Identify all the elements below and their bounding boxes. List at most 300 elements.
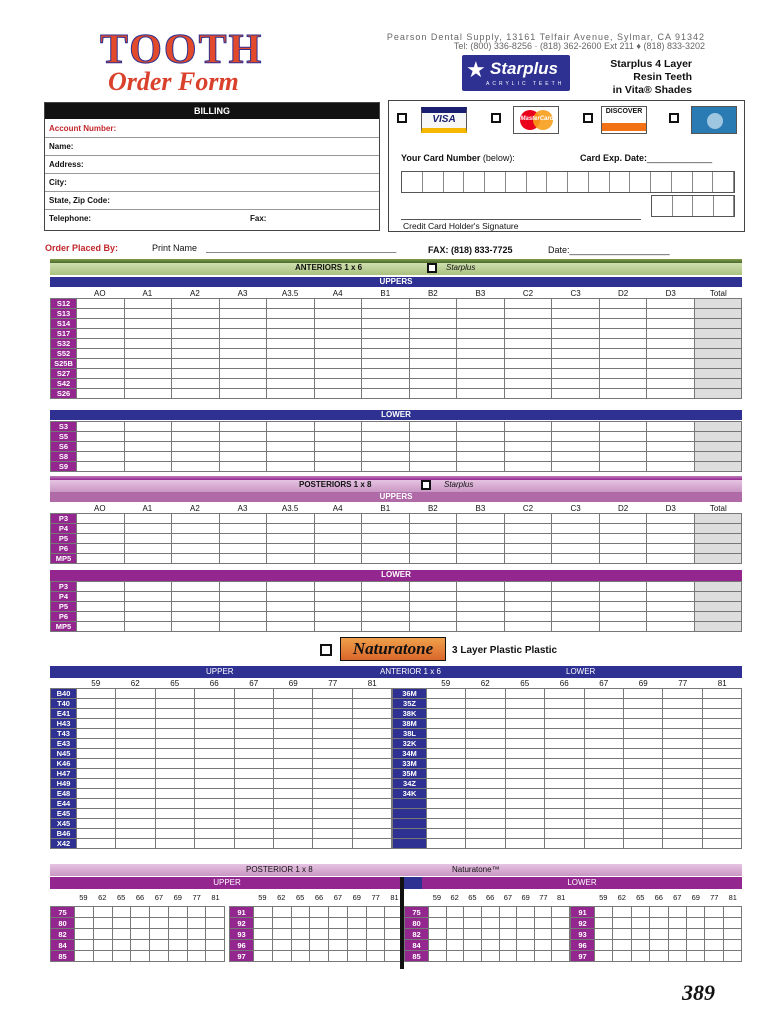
quantity-cell[interactable] <box>504 442 552 452</box>
quantity-cell[interactable] <box>505 709 544 719</box>
quantity-cell[interactable] <box>613 918 631 929</box>
quantity-cell[interactable] <box>352 749 391 759</box>
quantity-cell[interactable] <box>314 534 362 544</box>
quantity-cell[interactable] <box>466 829 505 839</box>
quantity-cell[interactable] <box>77 739 116 749</box>
quantity-cell[interactable] <box>504 369 552 379</box>
quantity-cell[interactable] <box>427 769 466 779</box>
quantity-cell[interactable] <box>427 779 466 789</box>
quantity-cell[interactable] <box>631 907 649 918</box>
quantity-cell[interactable] <box>457 309 505 319</box>
quantity-cell[interactable] <box>694 612 742 622</box>
quantity-cell[interactable] <box>552 299 600 309</box>
digit-box[interactable] <box>651 172 672 192</box>
card-number-boxes[interactable] <box>401 171 735 193</box>
quantity-cell[interactable] <box>168 951 187 962</box>
quantity-cell[interactable] <box>647 462 695 472</box>
quantity-cell[interactable] <box>75 929 94 940</box>
quantity-cell[interactable] <box>352 789 391 799</box>
quantity-cell[interactable] <box>499 918 517 929</box>
quantity-cell[interactable] <box>584 789 623 799</box>
quantity-cell[interactable] <box>187 918 206 929</box>
quantity-cell[interactable] <box>267 462 315 472</box>
quantity-cell[interactable] <box>310 918 329 929</box>
quantity-cell[interactable] <box>219 339 267 349</box>
quantity-cell[interactable] <box>116 789 155 799</box>
quantity-cell[interactable] <box>314 524 362 534</box>
quantity-cell[interactable] <box>219 592 267 602</box>
quantity-cell[interactable] <box>362 422 410 432</box>
quantity-cell[interactable] <box>545 779 584 789</box>
quantity-cell[interactable] <box>206 951 225 962</box>
quantity-cell[interactable] <box>267 329 315 339</box>
quantity-cell[interactable] <box>219 422 267 432</box>
account-number-label[interactable]: Account Number: <box>45 119 379 138</box>
quantity-cell[interactable] <box>314 379 362 389</box>
quantity-cell[interactable] <box>254 918 273 929</box>
quantity-cell[interactable] <box>124 319 172 329</box>
quantity-cell[interactable] <box>663 769 702 779</box>
quantity-cell[interactable] <box>77 789 116 799</box>
quantity-cell[interactable] <box>584 749 623 759</box>
quantity-cell[interactable] <box>77 349 125 359</box>
quantity-cell[interactable] <box>267 319 315 329</box>
quantity-cell[interactable] <box>599 369 647 379</box>
quantity-cell[interactable] <box>195 829 234 839</box>
quantity-cell[interactable] <box>77 582 125 592</box>
anteriors-starplus-checkbox[interactable] <box>427 263 437 273</box>
quantity-cell[interactable] <box>234 829 273 839</box>
quantity-cell[interactable] <box>234 739 273 749</box>
quantity-cell[interactable] <box>505 839 544 849</box>
quantity-cell[interactable] <box>155 759 194 769</box>
quantity-cell[interactable] <box>694 514 742 524</box>
quantity-cell[interactable] <box>168 907 187 918</box>
quantity-cell[interactable] <box>219 349 267 359</box>
quantity-cell[interactable] <box>409 379 457 389</box>
quantity-cell[interactable] <box>77 359 125 369</box>
quantity-cell[interactable] <box>168 940 187 951</box>
quantity-cell[interactable] <box>613 907 631 918</box>
quantity-cell[interactable] <box>310 929 329 940</box>
quantity-cell[interactable] <box>267 422 315 432</box>
quantity-cell[interactable] <box>206 907 225 918</box>
quantity-cell[interactable] <box>505 729 544 739</box>
quantity-cell[interactable] <box>352 809 391 819</box>
quantity-cell[interactable] <box>273 839 312 849</box>
quantity-cell[interactable] <box>267 309 315 319</box>
quantity-cell[interactable] <box>409 369 457 379</box>
quantity-cell[interactable] <box>155 799 194 809</box>
quantity-cell[interactable] <box>466 759 505 769</box>
quantity-cell[interactable] <box>702 739 741 749</box>
quantity-cell[interactable] <box>584 839 623 849</box>
quantity-cell[interactable] <box>267 534 315 544</box>
quantity-cell[interactable] <box>584 779 623 789</box>
quantity-cell[interactable] <box>362 369 410 379</box>
quantity-cell[interactable] <box>464 940 482 951</box>
quantity-cell[interactable] <box>362 339 410 349</box>
quantity-cell[interactable] <box>534 951 552 962</box>
quantity-cell[interactable] <box>517 940 535 951</box>
quantity-cell[interactable] <box>155 699 194 709</box>
quantity-cell[interactable] <box>272 951 291 962</box>
quantity-cell[interactable] <box>314 612 362 622</box>
quantity-cell[interactable] <box>310 907 329 918</box>
quantity-cell[interactable] <box>362 514 410 524</box>
quantity-cell[interactable] <box>77 369 125 379</box>
anteriors-upper-grid[interactable] <box>50 298 742 399</box>
quantity-cell[interactable] <box>116 709 155 719</box>
quantity-cell[interactable] <box>273 689 312 699</box>
quantity-cell[interactable] <box>668 907 686 918</box>
quantity-cell[interactable] <box>124 554 172 564</box>
quantity-cell[interactable] <box>517 929 535 940</box>
quantity-cell[interactable] <box>362 329 410 339</box>
quantity-cell[interactable] <box>195 699 234 709</box>
quantity-cell[interactable] <box>694 339 742 349</box>
quantity-cell[interactable] <box>545 749 584 759</box>
quantity-cell[interactable] <box>273 799 312 809</box>
quantity-cell[interactable] <box>552 612 600 622</box>
quantity-cell[interactable] <box>427 789 466 799</box>
quantity-cell[interactable] <box>273 769 312 779</box>
quantity-cell[interactable] <box>694 462 742 472</box>
quantity-cell[interactable] <box>409 442 457 452</box>
quantity-cell[interactable] <box>124 369 172 379</box>
quantity-cell[interactable] <box>705 951 723 962</box>
digit-box[interactable] <box>630 172 651 192</box>
quantity-cell[interactable] <box>155 829 194 839</box>
quantity-cell[interactable] <box>77 379 125 389</box>
quantity-cell[interactable] <box>517 907 535 918</box>
quantity-cell[interactable] <box>552 918 570 929</box>
quantity-cell[interactable] <box>273 819 312 829</box>
quantity-cell[interactable] <box>613 951 631 962</box>
quantity-cell[interactable] <box>650 918 668 929</box>
quantity-cell[interactable] <box>647 442 695 452</box>
quantity-cell[interactable] <box>234 749 273 759</box>
quantity-cell[interactable] <box>481 929 499 940</box>
quantity-cell[interactable] <box>267 622 315 632</box>
quantity-cell[interactable] <box>195 749 234 759</box>
quantity-cell[interactable] <box>313 709 352 719</box>
quantity-cell[interactable] <box>131 940 150 951</box>
quantity-cell[interactable] <box>155 749 194 759</box>
quantity-cell[interactable] <box>505 829 544 839</box>
quantity-cell[interactable] <box>647 329 695 339</box>
quantity-cell[interactable] <box>362 359 410 369</box>
quantity-cell[interactable] <box>77 544 125 554</box>
quantity-cell[interactable] <box>254 907 273 918</box>
quantity-cell[interactable] <box>457 369 505 379</box>
quantity-cell[interactable] <box>313 749 352 759</box>
quantity-cell[interactable] <box>504 612 552 622</box>
quantity-cell[interactable] <box>116 819 155 829</box>
quantity-cell[interactable] <box>552 349 600 359</box>
quantity-cell[interactable] <box>457 329 505 339</box>
naturatone-checkbox[interactable] <box>320 644 332 658</box>
quantity-cell[interactable] <box>219 622 267 632</box>
posteriors-upper-grid[interactable] <box>50 513 742 564</box>
quantity-cell[interactable] <box>427 759 466 769</box>
digit-box[interactable] <box>402 172 423 192</box>
quantity-cell[interactable] <box>457 462 505 472</box>
quantity-cell[interactable] <box>481 918 499 929</box>
quantity-cell[interactable] <box>613 929 631 940</box>
fax-field[interactable]: Fax: <box>250 214 267 223</box>
quantity-cell[interactable] <box>116 739 155 749</box>
quantity-cell[interactable] <box>427 689 466 699</box>
quantity-cell[interactable] <box>314 422 362 432</box>
telephone-field[interactable]: Telephone: <box>49 214 92 223</box>
quantity-cell[interactable] <box>77 309 125 319</box>
digit-box[interactable] <box>444 172 465 192</box>
quantity-cell[interactable] <box>584 709 623 719</box>
quantity-cell[interactable] <box>314 592 362 602</box>
quantity-cell[interactable] <box>481 951 499 962</box>
quantity-cell[interactable] <box>313 719 352 729</box>
quantity-cell[interactable] <box>647 592 695 602</box>
quantity-cell[interactable] <box>314 319 362 329</box>
quantity-cell[interactable] <box>267 299 315 309</box>
quantity-cell[interactable] <box>409 462 457 472</box>
quantity-cell[interactable] <box>77 534 125 544</box>
quantity-cell[interactable] <box>545 829 584 839</box>
quantity-cell[interactable] <box>172 524 220 534</box>
quantity-cell[interactable] <box>599 379 647 389</box>
quantity-cell[interactable] <box>329 940 348 951</box>
quantity-cell[interactable] <box>234 809 273 819</box>
quantity-cell[interactable] <box>314 359 362 369</box>
quantity-cell[interactable] <box>314 349 362 359</box>
quantity-cell[interactable] <box>150 940 169 951</box>
digit-box[interactable] <box>547 172 568 192</box>
quantity-cell[interactable] <box>723 918 741 929</box>
quantity-cell[interactable] <box>116 769 155 779</box>
quantity-cell[interactable] <box>466 699 505 709</box>
quantity-cell[interactable] <box>545 789 584 799</box>
quantity-cell[interactable] <box>584 739 623 749</box>
quantity-cell[interactable] <box>595 918 613 929</box>
quantity-cell[interactable] <box>504 592 552 602</box>
quantity-cell[interactable] <box>694 389 742 399</box>
quantity-cell[interactable] <box>466 839 505 849</box>
quantity-cell[interactable] <box>663 739 702 749</box>
quantity-cell[interactable] <box>347 951 366 962</box>
quantity-cell[interactable] <box>93 907 112 918</box>
quantity-cell[interactable] <box>267 554 315 564</box>
quantity-cell[interactable] <box>623 759 662 769</box>
quantity-cell[interactable] <box>77 699 116 709</box>
quantity-cell[interactable] <box>77 779 116 789</box>
quantity-cell[interactable] <box>124 534 172 544</box>
quantity-cell[interactable] <box>650 929 668 940</box>
quantity-cell[interactable] <box>505 689 544 699</box>
quantity-cell[interactable] <box>77 299 125 309</box>
quantity-cell[interactable] <box>545 699 584 709</box>
quantity-cell[interactable] <box>93 929 112 940</box>
quantity-cell[interactable] <box>466 789 505 799</box>
quantity-cell[interactable] <box>663 809 702 819</box>
quantity-cell[interactable] <box>124 309 172 319</box>
quantity-cell[interactable] <box>457 452 505 462</box>
quantity-cell[interactable] <box>702 759 741 769</box>
quantity-cell[interactable] <box>352 769 391 779</box>
quantity-cell[interactable] <box>647 359 695 369</box>
quantity-cell[interactable] <box>195 759 234 769</box>
quantity-cell[interactable] <box>504 432 552 442</box>
quantity-cell[interactable] <box>623 799 662 809</box>
quantity-cell[interactable] <box>77 319 125 329</box>
quantity-cell[interactable] <box>172 339 220 349</box>
quantity-cell[interactable] <box>668 929 686 940</box>
quantity-cell[interactable] <box>457 379 505 389</box>
quantity-cell[interactable] <box>599 299 647 309</box>
quantity-cell[interactable] <box>352 729 391 739</box>
quantity-cell[interactable] <box>694 602 742 612</box>
quantity-cell[interactable] <box>362 319 410 329</box>
quantity-cell[interactable] <box>366 929 385 940</box>
quantity-cell[interactable] <box>362 452 410 462</box>
quantity-cell[interactable] <box>124 339 172 349</box>
quantity-cell[interactable] <box>623 699 662 709</box>
quantity-cell[interactable] <box>545 719 584 729</box>
quantity-cell[interactable] <box>504 602 552 612</box>
quantity-cell[interactable] <box>694 299 742 309</box>
quantity-cell[interactable] <box>314 389 362 399</box>
quantity-cell[interactable] <box>77 829 116 839</box>
quantity-cell[interactable] <box>234 759 273 769</box>
quantity-cell[interactable] <box>362 582 410 592</box>
quantity-cell[interactable] <box>267 379 315 389</box>
quantity-cell[interactable] <box>172 612 220 622</box>
quantity-cell[interactable] <box>599 442 647 452</box>
quantity-cell[interactable] <box>347 907 366 918</box>
quantity-cell[interactable] <box>505 749 544 759</box>
quantity-cell[interactable] <box>172 359 220 369</box>
quantity-cell[interactable] <box>552 442 600 452</box>
quantity-cell[interactable] <box>195 799 234 809</box>
quantity-cell[interactable] <box>668 918 686 929</box>
quantity-cell[interactable] <box>409 582 457 592</box>
quantity-cell[interactable] <box>313 729 352 739</box>
quantity-cell[interactable] <box>595 940 613 951</box>
quantity-cell[interactable] <box>234 729 273 739</box>
quantity-cell[interactable] <box>234 839 273 849</box>
quantity-cell[interactable] <box>504 582 552 592</box>
quantity-cell[interactable] <box>291 918 310 929</box>
quantity-cell[interactable] <box>124 359 172 369</box>
quantity-cell[interactable] <box>172 452 220 462</box>
quantity-cell[interactable] <box>584 799 623 809</box>
quantity-cell[interactable] <box>409 534 457 544</box>
quantity-cell[interactable] <box>457 582 505 592</box>
quantity-cell[interactable] <box>595 951 613 962</box>
quantity-cell[interactable] <box>552 359 600 369</box>
quantity-cell[interactable] <box>427 839 466 849</box>
quantity-cell[interactable] <box>314 339 362 349</box>
quantity-cell[interactable] <box>694 379 742 389</box>
quantity-cell[interactable] <box>93 940 112 951</box>
quantity-cell[interactable] <box>409 612 457 622</box>
quantity-cell[interactable] <box>172 349 220 359</box>
quantity-cell[interactable] <box>504 299 552 309</box>
quantity-cell[interactable] <box>234 709 273 719</box>
quantity-cell[interactable] <box>116 719 155 729</box>
quantity-cell[interactable] <box>195 739 234 749</box>
quantity-cell[interactable] <box>168 929 187 940</box>
quantity-cell[interactable] <box>723 940 741 951</box>
quantity-cell[interactable] <box>702 719 741 729</box>
discover-checkbox[interactable] <box>583 113 593 125</box>
quantity-cell[interactable] <box>112 929 131 940</box>
quantity-cell[interactable] <box>313 779 352 789</box>
quantity-cell[interactable] <box>313 789 352 799</box>
quantity-cell[interactable] <box>172 534 220 544</box>
nat-posterior-grid[interactable] <box>229 906 404 962</box>
quantity-cell[interactable] <box>647 309 695 319</box>
quantity-cell[interactable] <box>172 422 220 432</box>
digit-box[interactable] <box>506 172 527 192</box>
quantity-cell[interactable] <box>124 524 172 534</box>
quantity-cell[interactable] <box>409 592 457 602</box>
quantity-cell[interactable] <box>457 534 505 544</box>
quantity-cell[interactable] <box>77 389 125 399</box>
quantity-cell[interactable] <box>647 582 695 592</box>
quantity-cell[interactable] <box>314 554 362 564</box>
quantity-cell[interactable] <box>694 622 742 632</box>
quantity-cell[interactable] <box>599 462 647 472</box>
quantity-cell[interactable] <box>702 819 741 829</box>
quantity-cell[interactable] <box>150 907 169 918</box>
quantity-cell[interactable] <box>219 544 267 554</box>
quantity-cell[interactable] <box>219 442 267 452</box>
quantity-cell[interactable] <box>663 819 702 829</box>
quantity-cell[interactable] <box>584 769 623 779</box>
quantity-cell[interactable] <box>623 809 662 819</box>
quantity-cell[interactable] <box>313 759 352 769</box>
digit-box[interactable] <box>485 172 506 192</box>
quantity-cell[interactable] <box>150 918 169 929</box>
quantity-cell[interactable] <box>313 689 352 699</box>
quantity-cell[interactable] <box>112 907 131 918</box>
quantity-cell[interactable] <box>504 379 552 389</box>
quantity-cell[interactable] <box>219 554 267 564</box>
quantity-cell[interactable] <box>623 729 662 739</box>
quantity-cell[interactable] <box>552 309 600 319</box>
quantity-cell[interactable] <box>314 582 362 592</box>
quantity-cell[interactable] <box>499 929 517 940</box>
quantity-cell[interactable] <box>195 789 234 799</box>
quantity-cell[interactable] <box>267 452 315 462</box>
quantity-cell[interactable] <box>505 789 544 799</box>
quantity-cell[interactable] <box>464 918 482 929</box>
quantity-cell[interactable] <box>172 389 220 399</box>
quantity-cell[interactable] <box>267 432 315 442</box>
quantity-cell[interactable] <box>219 524 267 534</box>
quantity-cell[interactable] <box>172 369 220 379</box>
quantity-cell[interactable] <box>172 622 220 632</box>
quantity-cell[interactable] <box>409 602 457 612</box>
quantity-cell[interactable] <box>362 442 410 452</box>
quantity-cell[interactable] <box>504 534 552 544</box>
quantity-cell[interactable] <box>686 951 704 962</box>
quantity-cell[interactable] <box>116 689 155 699</box>
quantity-cell[interactable] <box>77 839 116 849</box>
quantity-cell[interactable] <box>663 789 702 799</box>
quantity-cell[interactable] <box>195 819 234 829</box>
